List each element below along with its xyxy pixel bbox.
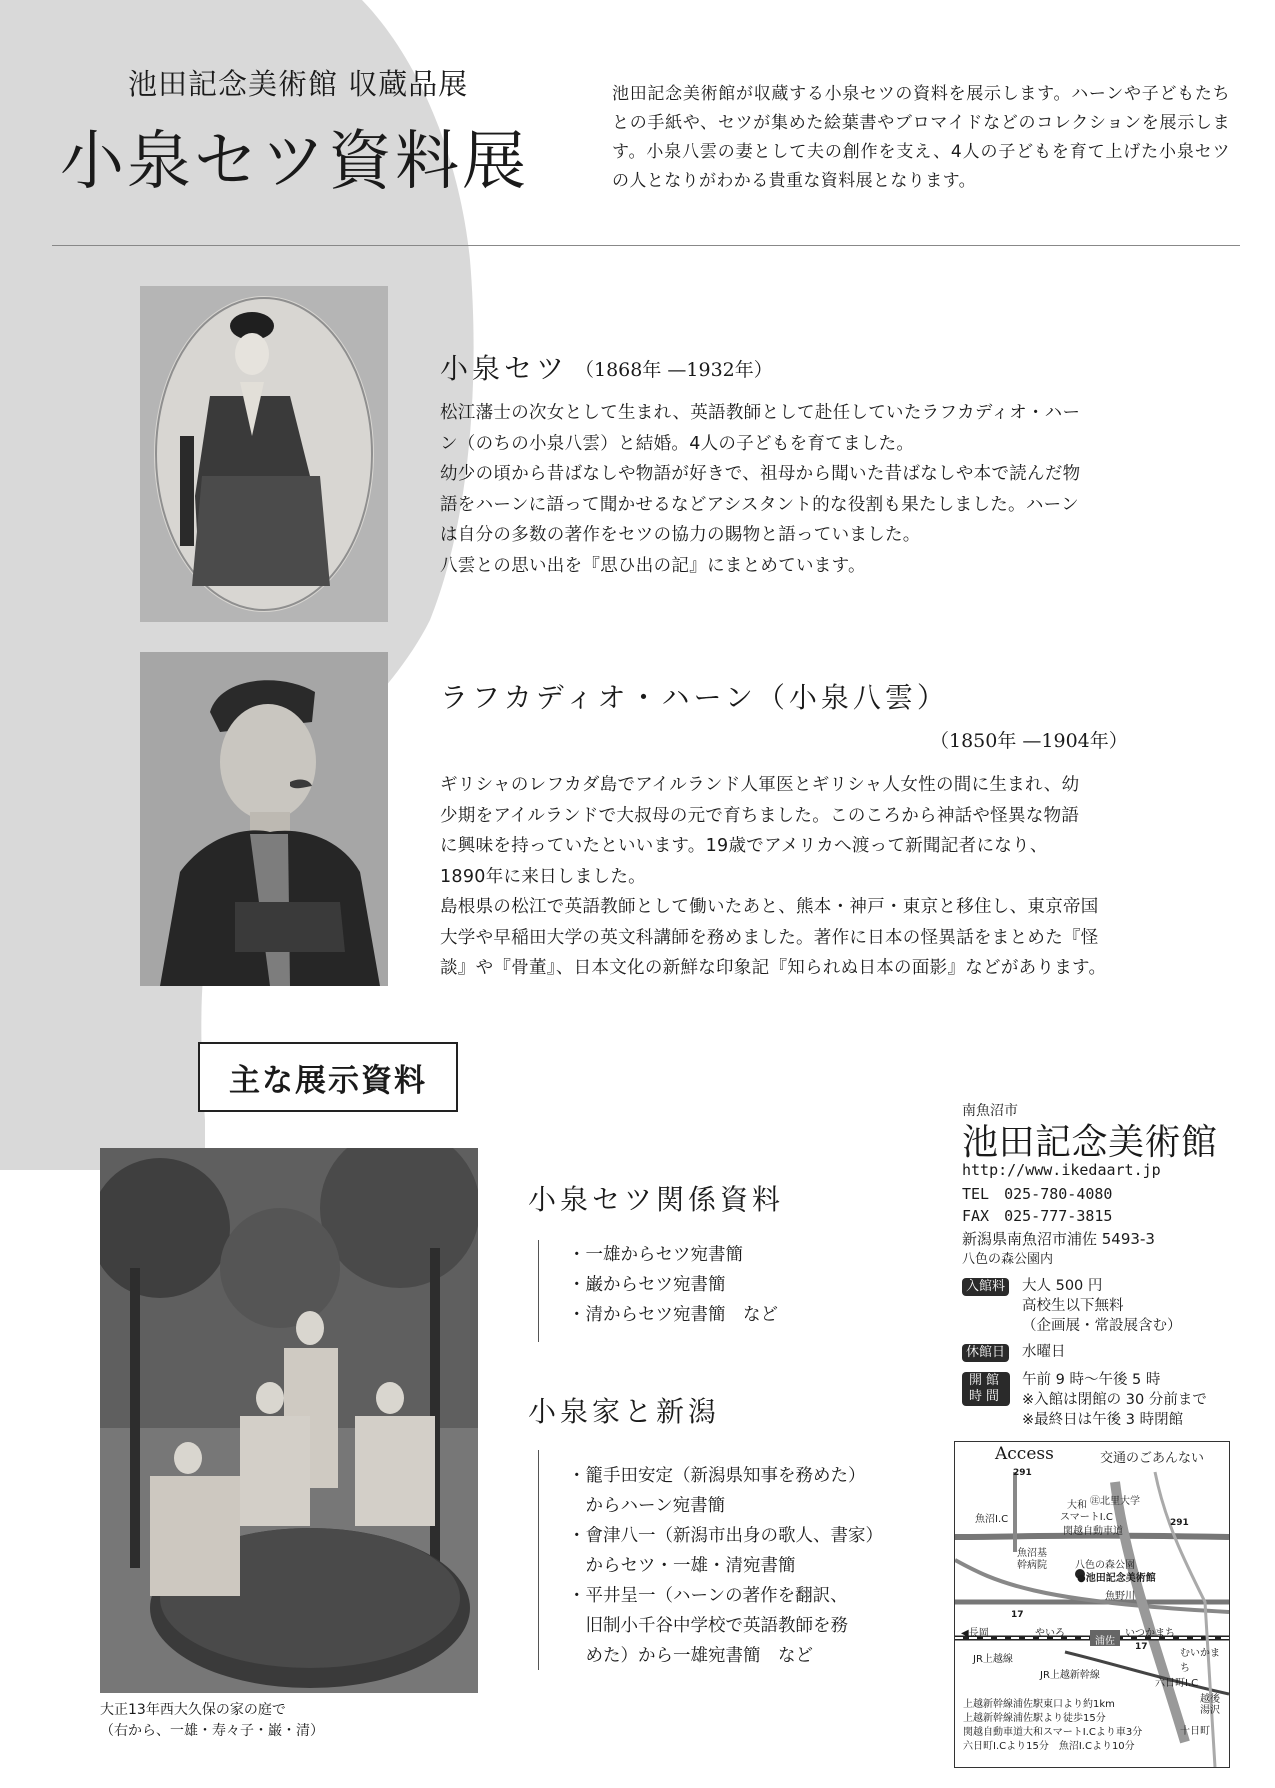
map-label-yairo: やいろ <box>1035 1628 1065 1639</box>
setsu-bio <box>440 398 1160 581</box>
map-label-tokamachi: 十日町 <box>1180 1726 1210 1737</box>
setsu-bio-line: 松江藩士の次女として生まれ、英語教師として赴任していたラフカディオ・ハー <box>440 403 1081 423</box>
hearn-bio <box>440 770 1170 984</box>
setsu-name: 小泉セツ <box>440 352 569 385</box>
map-label-hospital: 魚沼基 <box>1017 1548 1047 1559</box>
exhibit-section-list <box>568 1461 883 1671</box>
museum-fax: FAX 025-777-3815 <box>962 1207 1113 1225</box>
exhibits-heading: 主な展示資料 <box>229 1062 427 1099</box>
hearn-name: ラフカディオ・ハーン（小泉八雲） <box>440 681 949 714</box>
exhibit-item: ・平井呈一（ハーンの著作を翻訳、 <box>568 1586 848 1606</box>
exhibit-section-rule <box>538 1450 539 1670</box>
museum-tel: TEL 025-780-4080 <box>962 1185 1113 1203</box>
closed-label: 休館日 <box>962 1344 1009 1362</box>
map-label-museum: ●池田記念美術館 <box>1077 1573 1156 1584</box>
setsu-bio-line: 幼少の頃から昔ばなしや物語が好きで、祖母から聞いた昔ばなしや本で読んだ物 <box>440 464 1081 484</box>
map-label-yamato: 大和 <box>1067 1500 1087 1511</box>
museum-name: 池田記念美術館 <box>962 1122 1218 1163</box>
hearn-bio-line: 1890年に来日しました。 <box>440 866 646 887</box>
map-subtitle: 交通のごあんない <box>1100 1451 1205 1466</box>
map-label-echigo: 越後 <box>1200 1694 1220 1705</box>
hearn-bio-line: 少期をアイルランドで大叔母の元で育ちました。このころから神話や怪異な物語 <box>440 805 1080 826</box>
map-title: Access <box>995 1444 1054 1464</box>
closed-day: 水曜日 <box>1022 1344 1066 1360</box>
setsu-bio-line: ン（のちの小泉八雲）と結婚。4人の子どもを育てました。 <box>440 433 915 454</box>
map-label-hospital: 幹病院 <box>1017 1560 1047 1571</box>
map-label-nagaoka: ◀長岡 <box>961 1628 989 1639</box>
map-direction-line: 関越自動車道大和スマートI.Cより車3分 <box>963 1727 1143 1738</box>
exhibit-section-list <box>568 1240 778 1330</box>
exhibit-item: ・一雄からセツ宛書簡 <box>568 1245 743 1265</box>
hours-block <box>962 1370 1207 1430</box>
exhibit-item: からハーン宛書簡 <box>568 1496 726 1516</box>
hours-line: ※入館は閉館の 30 分前まで <box>1022 1392 1207 1408</box>
exhibit-item: ・會津八一（新潟市出身の歌人、書家） <box>568 1526 883 1546</box>
map-label-yuzawa: 湯沢 <box>1200 1705 1220 1716</box>
access-map <box>954 1441 1230 1768</box>
map-label-uonuma-ic: 魚沼I.C <box>975 1514 1009 1525</box>
hearn-bio-line: 島根県の松江で英語教師として働いたあと、熊本・神戸・東京と移住し、東京帝国 <box>440 897 1099 917</box>
hearn-bio-line: に興味を持っていたといいます。19歳でアメリカへ渡って新聞記者になり、 <box>440 836 1048 856</box>
map-label-shinkansen: JR上越新幹線 <box>1040 1670 1100 1681</box>
museum-url[interactable]: http://www.ikedaart.jp <box>962 1161 1161 1179</box>
setsu-bio-line: 語をハーンに語って聞かせるなどアシスタント的な役割も果たしました。ハーン <box>440 494 1079 515</box>
exhibit-item: ・清からセツ宛書簡 など <box>568 1305 778 1325</box>
museum-city: 南魚沼市 <box>962 1103 1018 1119</box>
map-label-route-291: 291 <box>1013 1468 1032 1478</box>
admission-block <box>962 1276 1182 1336</box>
map-label-urasa: 浦佐 <box>1095 1636 1115 1647</box>
admission-line: （企画展・常設展含む） <box>1022 1318 1182 1334</box>
map-label-kanetsu: 関越自動車道 <box>1063 1526 1123 1537</box>
closed-block <box>962 1342 1066 1362</box>
photo-caption <box>100 1700 324 1742</box>
exhibits-heading-box <box>198 1042 458 1112</box>
setsu-bio-line: 八雲との思い出を『思ひ出の記』にまとめています。 <box>440 555 866 576</box>
setsu-portrait-image <box>140 286 388 622</box>
exhibit-item: ・巌からセツ宛書簡 <box>568 1275 726 1295</box>
family-garden-photo <box>100 1148 478 1693</box>
family-garden-image <box>100 1148 478 1693</box>
exhibit-item: からセツ・一雄・清宛書簡 <box>568 1556 796 1576</box>
photo-caption-line: 大正13年西大久保の家の庭で <box>100 1702 286 1718</box>
hours-line: 午前 9 時〜午後 5 時 <box>1022 1372 1161 1388</box>
hours-label: 開館時間 <box>962 1372 1010 1406</box>
page-title: 小泉セツ資料展 <box>60 125 529 199</box>
exhibit-section-title: 小泉セツ関係資料 <box>528 1183 785 1216</box>
header-intro: 池田記念美術館が収蔵する小泉セツの資料を展示します。ハーンや子どもたちとの手紙や、セツが集めた絵葉書やブロマイドなどのコレクションを展示します。小泉八雲の妻として夫の創作を支え、4人の子どもを育て上げた小泉セツの人となりがわかる貴重な資料展となります。 <box>612 84 1230 191</box>
map-label-muikamachi: むいかまち <box>1180 1648 1220 1674</box>
map-label-river: 魚野川 <box>1105 1591 1135 1602</box>
hearn-dates: （1850年 —1904年） <box>930 730 1128 752</box>
setsu-bio-line: は自分の多数の著作をセツの協力の賜物と語っていました。 <box>440 525 921 545</box>
museum-address-sub: 八色の森公園内 <box>962 1252 1054 1267</box>
admission-line: 高校生以下無料 <box>1022 1298 1124 1314</box>
map-label-joetsu-line: JR上越線 <box>973 1654 1013 1665</box>
hours-line: ※最終日は午後 3 時閉館 <box>1022 1412 1184 1428</box>
map-direction-line: 上越新幹線浦佐駅東口より約1km <box>963 1699 1115 1710</box>
exhibit-section-rule <box>538 1240 539 1342</box>
setsu-portrait-photo <box>140 286 388 622</box>
map-direction-line: 六日町I.Cより15分 魚沼I.Cより10分 <box>963 1741 1135 1752</box>
map-label-itsukamachi: いつかまち <box>1125 1628 1175 1639</box>
map-label-hokuri: ㊟北里大学 <box>1090 1496 1140 1507</box>
photo-caption-line: （右から、一雄・寿々子・巌・清） <box>100 1723 324 1739</box>
map-label-route-17: 17 <box>1011 1610 1024 1620</box>
map-label-route-291: 291 <box>1170 1518 1189 1528</box>
hearn-portrait-photo <box>140 652 388 986</box>
museum-address: 新潟県南魚沼市浦佐 5493-3 <box>962 1230 1155 1248</box>
map-label-muika-ic: 六日町I.C <box>1155 1678 1199 1689</box>
hearn-bio-line: 談』や『骨董』、日本文化の新鮮な印象記『知られぬ日本の面影』などがあります。 <box>440 958 1107 978</box>
hearn-bio-line: 大学や早稲田大学の英文科講師を務めました。著作に日本の怪異話をまとめた『怪 <box>440 927 1099 948</box>
map-direction-line: 上越新幹線浦佐駅より徒歩15分 <box>963 1713 1106 1724</box>
exhibit-item: 旧制小千谷中学校で英語教師を務 <box>568 1616 848 1636</box>
exhibit-item: めた）から一雄宛書簡 など <box>568 1646 813 1666</box>
map-label-smart-ic: スマートI.C <box>1060 1512 1113 1523</box>
admission-line: 大人 500 円 <box>1022 1278 1103 1294</box>
setsu-dates: （1868年 —1932年） <box>575 359 773 381</box>
map-label-route-17: 17 <box>1135 1642 1148 1652</box>
hearn-portrait-image <box>140 652 388 986</box>
header-subtitle: 池田記念美術館 収蔵品展 <box>128 67 469 101</box>
map-label-park: 八色の森公園 <box>1075 1560 1135 1571</box>
hearn-bio-line: ギリシャのレフカダ島でアイルランド人軍医とギリシャ人女性の間に生まれ、幼 <box>440 775 1080 795</box>
exhibit-section-title: 小泉家と新潟 <box>528 1395 721 1428</box>
header-divider <box>52 245 1240 246</box>
exhibit-item: ・籠手田安定（新潟県知事を務めた） <box>568 1466 866 1486</box>
admission-label: 入館料 <box>962 1278 1009 1296</box>
map-directions <box>963 1698 1142 1754</box>
